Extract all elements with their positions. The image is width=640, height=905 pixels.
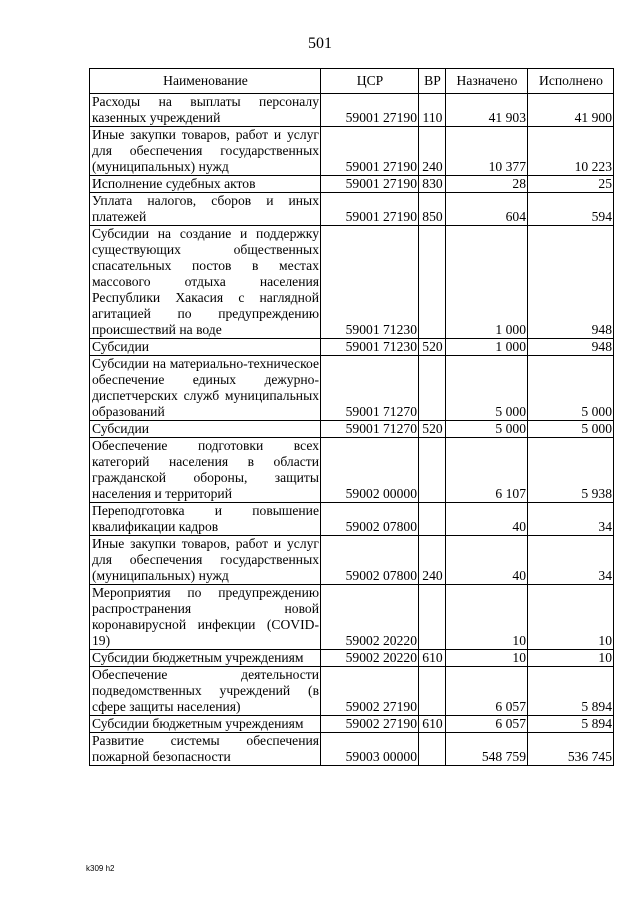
row-name-cell: Субсидии на материально-техническое обеспечение единых дежурно-диспетчерских служб муниципальных образований — [90, 356, 321, 421]
row-executed-cell: 41 900 — [528, 94, 614, 127]
row-vr-cell — [419, 438, 446, 503]
table-row — [90, 667, 614, 716]
row-csr-cell: 59001 71230 — [321, 339, 419, 356]
header-csr: ЦСР — [321, 69, 419, 94]
row-name-cell: Субсидии — [90, 421, 321, 438]
row-csr-cell: 59001 27190 — [321, 94, 419, 127]
table-row — [90, 716, 614, 733]
row-assigned-cell: 41 903 — [446, 94, 528, 127]
row-executed-cell: 594 — [528, 193, 614, 226]
row-name-cell: Обеспечение деятельности подведомственных учреждений (в сфере защиты населения) — [90, 667, 321, 716]
row-executed-cell: 5 938 — [528, 438, 614, 503]
table-row — [90, 503, 614, 536]
row-csr-cell: 59002 07800 — [321, 503, 419, 536]
table-row — [90, 536, 614, 585]
table-row — [90, 127, 614, 176]
header-vr: ВР — [419, 69, 446, 94]
row-executed-cell: 5 000 — [528, 356, 614, 421]
row-vr-cell: 610 — [419, 716, 446, 733]
table-row — [90, 176, 614, 193]
row-assigned-cell: 40 — [446, 536, 528, 585]
row-name-cell: Субсидии бюджетным учреждениям — [90, 650, 321, 667]
row-vr-cell — [419, 667, 446, 716]
row-assigned-cell: 1 000 — [446, 226, 528, 339]
row-vr-cell: 610 — [419, 650, 446, 667]
row-csr-cell: 59002 20220 — [321, 650, 419, 667]
row-name-cell: Переподготовка и повышение квалификации кадров — [90, 503, 321, 536]
row-assigned-cell: 10 — [446, 585, 528, 650]
row-assigned-cell: 28 — [446, 176, 528, 193]
row-vr-cell: 240 — [419, 536, 446, 585]
row-assigned-cell: 5 000 — [446, 356, 528, 421]
row-executed-cell: 536 745 — [528, 733, 614, 766]
row-name-cell: Субсидии на создание и поддержку существующих общественных спасательных постов в местах массового отдыха населения Республики Хакасия с наглядной агитацией по предупреждению происшествий на воде — [90, 226, 321, 339]
row-assigned-cell: 6 107 — [446, 438, 528, 503]
row-executed-cell: 948 — [528, 226, 614, 339]
row-csr-cell: 59001 27190 — [321, 127, 419, 176]
row-vr-cell — [419, 733, 446, 766]
row-executed-cell: 34 — [528, 536, 614, 585]
row-vr-cell: 520 — [419, 339, 446, 356]
table-row — [90, 339, 614, 356]
row-vr-cell: 830 — [419, 176, 446, 193]
footer-code: k309 h2 — [86, 864, 115, 873]
header-executed: Исполнено — [528, 69, 614, 94]
row-csr-cell: 59001 71270 — [321, 356, 419, 421]
row-name-cell: Мероприятия по предупреждению распространения новой коронавирусной инфекции (COVID-19) — [90, 585, 321, 650]
table-row — [90, 421, 614, 438]
row-csr-cell: 59001 71230 — [321, 226, 419, 339]
row-assigned-cell: 1 000 — [446, 339, 528, 356]
row-csr-cell: 59001 71270 — [321, 421, 419, 438]
table-header-row — [90, 69, 614, 94]
row-vr-cell: 520 — [419, 421, 446, 438]
table-row — [90, 193, 614, 226]
table-row — [90, 733, 614, 766]
row-executed-cell: 10 223 — [528, 127, 614, 176]
row-name-cell: Обеспечение подготовки всех категорий населения в области гражданской обороны, защиты населения и территорий — [90, 438, 321, 503]
row-executed-cell: 10 — [528, 585, 614, 650]
table-row — [90, 94, 614, 127]
budget-table — [89, 68, 614, 766]
row-csr-cell: 59002 07800 — [321, 536, 419, 585]
row-csr-cell: 59001 27190 — [321, 193, 419, 226]
table-row — [90, 438, 614, 503]
table-row — [90, 356, 614, 421]
row-assigned-cell: 5 000 — [446, 421, 528, 438]
row-vr-cell — [419, 356, 446, 421]
header-assigned: Назначено — [446, 69, 528, 94]
row-csr-cell: 59001 27190 — [321, 176, 419, 193]
row-name-cell: Уплата налогов, сборов и иных платежей — [90, 193, 321, 226]
row-vr-cell: 850 — [419, 193, 446, 226]
table-row — [90, 650, 614, 667]
row-assigned-cell: 6 057 — [446, 716, 528, 733]
row-name-cell: Субсидии бюджетным учреждениям — [90, 716, 321, 733]
table-body — [90, 94, 614, 766]
row-vr-cell: 240 — [419, 127, 446, 176]
row-assigned-cell: 604 — [446, 193, 528, 226]
row-assigned-cell: 40 — [446, 503, 528, 536]
row-vr-cell — [419, 585, 446, 650]
row-csr-cell: 59002 20220 — [321, 585, 419, 650]
row-csr-cell: 59002 00000 — [321, 438, 419, 503]
row-vr-cell: 110 — [419, 94, 446, 127]
row-name-cell: Исполнение судебных актов — [90, 176, 321, 193]
row-vr-cell — [419, 226, 446, 339]
row-csr-cell: 59002 27190 — [321, 716, 419, 733]
row-csr-cell: 59003 00000 — [321, 733, 419, 766]
row-executed-cell: 948 — [528, 339, 614, 356]
table-row — [90, 226, 614, 339]
row-executed-cell: 5 000 — [528, 421, 614, 438]
row-executed-cell: 10 — [528, 650, 614, 667]
table-row — [90, 585, 614, 650]
row-executed-cell: 25 — [528, 176, 614, 193]
row-csr-cell: 59002 27190 — [321, 667, 419, 716]
header-name: Наименование — [90, 69, 321, 94]
row-name-cell: Расходы на выплаты персоналу казенных учреждений — [90, 94, 321, 127]
row-assigned-cell: 10 — [446, 650, 528, 667]
page-number: 501 — [308, 35, 332, 52]
row-vr-cell — [419, 503, 446, 536]
row-name-cell: Субсидии — [90, 339, 321, 356]
row-assigned-cell: 548 759 — [446, 733, 528, 766]
row-name-cell: Иные закупки товаров, работ и услуг для обеспечения государственных (муниципальных) нужд — [90, 127, 321, 176]
row-assigned-cell: 10 377 — [446, 127, 528, 176]
row-executed-cell: 5 894 — [528, 716, 614, 733]
row-executed-cell: 5 894 — [528, 667, 614, 716]
row-assigned-cell: 6 057 — [446, 667, 528, 716]
row-executed-cell: 34 — [528, 503, 614, 536]
row-name-cell: Иные закупки товаров, работ и услуг для обеспечения государственных (муниципальных) нужд — [90, 536, 321, 585]
row-name-cell: Развитие системы обеспечения пожарной безопасности — [90, 733, 321, 766]
